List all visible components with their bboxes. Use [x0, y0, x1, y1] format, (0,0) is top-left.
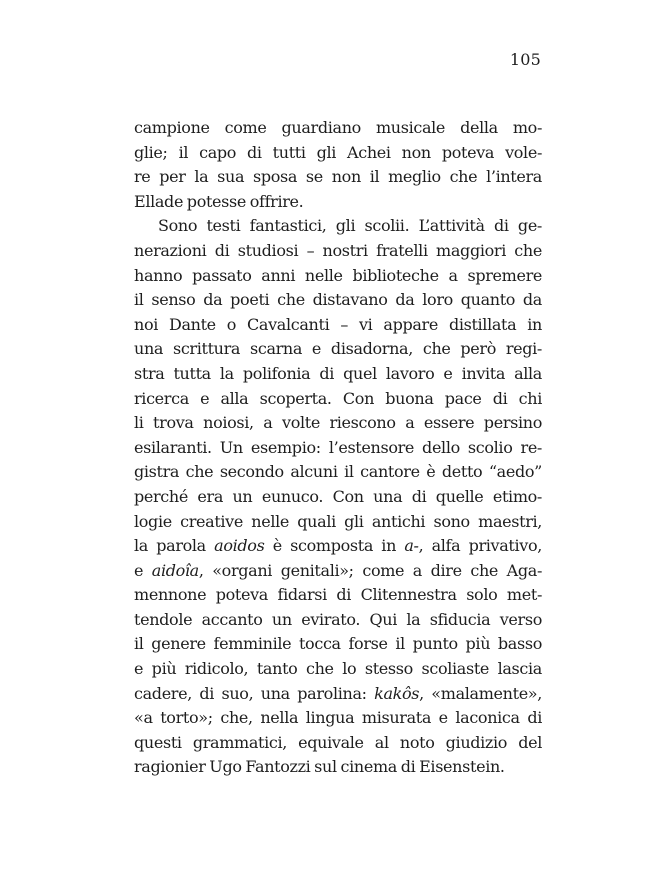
text-line: noi Dante o Cavalcanti – vi appare distillata in	[134, 314, 542, 334]
text-line: nerazioni di studiosi – nostri fratelli maggiori che	[134, 240, 542, 260]
text-line: esilaranti. Un esempio: l’estensore dello scolio re-	[134, 437, 542, 457]
text-line: logie creative nelle quali gli antichi sono maestri,	[134, 511, 542, 531]
text-line: li trova noiosi, a volte riescono a essere persino	[134, 413, 542, 433]
text-segment: , «organi genitali»; come a dire che Aga-	[198, 560, 543, 580]
text-line: e più ridicolo, tanto che lo stesso scoliaste lascia	[134, 659, 542, 679]
body-text	[134, 116, 542, 780]
text-line: il senso da poeti che distavano da loro quanto da	[134, 290, 542, 310]
text-line: stra tutta la polifonia di quel lavoro e invita alla	[134, 363, 542, 383]
text-line: re per la sua sposa se non il meglio che l’intera	[134, 167, 542, 187]
text-line: «a torto»; che, nella lingua misurata e laconica di	[134, 708, 542, 728]
text-segment: è scomposta in	[264, 536, 405, 556]
text-line	[134, 682, 542, 707]
text-line: ragionier Ugo Fantozzi sul cinema di Eisenstein.	[134, 757, 505, 777]
text-segment: cadere, di suo, una parolina:	[134, 683, 375, 703]
text-line: hanno passato anni nelle biblioteche a spremere	[134, 265, 542, 285]
text-line: glie; il capo di tutti gli Achei non poteva vole-	[134, 142, 542, 162]
text-segment: , alfa privativo,	[418, 536, 542, 556]
text-line: campione come guardiano musicale della mo-	[134, 118, 542, 137]
text-segment: e	[134, 560, 152, 580]
text-line	[134, 559, 542, 584]
text-line: Ellade potesse offrire.	[134, 191, 304, 211]
text-segment: , «malamente»,	[419, 683, 542, 703]
italic-term: a-	[404, 536, 419, 556]
text-line	[134, 534, 542, 559]
text-line: tendole accanto un evirato. Qui la sfiducia verso	[134, 609, 542, 629]
text-line: mennone poteva fidarsi di Clitennestra solo met-	[134, 585, 542, 605]
text-line: questi grammatici, equivale al noto giudizio del	[134, 732, 542, 752]
text-line: il genere femminile tocca forse il punto più basso	[134, 634, 542, 654]
italic-term: kakôs	[374, 683, 420, 703]
text-segment: la parola	[134, 536, 215, 556]
text-line: Sono testi fantastici, gli scolii. L’attività di ge-	[158, 216, 542, 236]
italic-term: aoidos	[214, 536, 265, 556]
text-line: gistra che secondo alcuni il cantore è detto “aedo”	[134, 462, 542, 482]
page-number: 105	[509, 50, 541, 69]
italic-term: aidoîa	[151, 560, 199, 580]
text-line: ricerca e alla scoperta. Con buona pace di chi	[134, 388, 542, 408]
text-line: una scrittura scarna e disadorna, che però regi-	[134, 339, 542, 359]
text-line: perché era un eunuco. Con una di quelle etimo-	[134, 486, 542, 506]
